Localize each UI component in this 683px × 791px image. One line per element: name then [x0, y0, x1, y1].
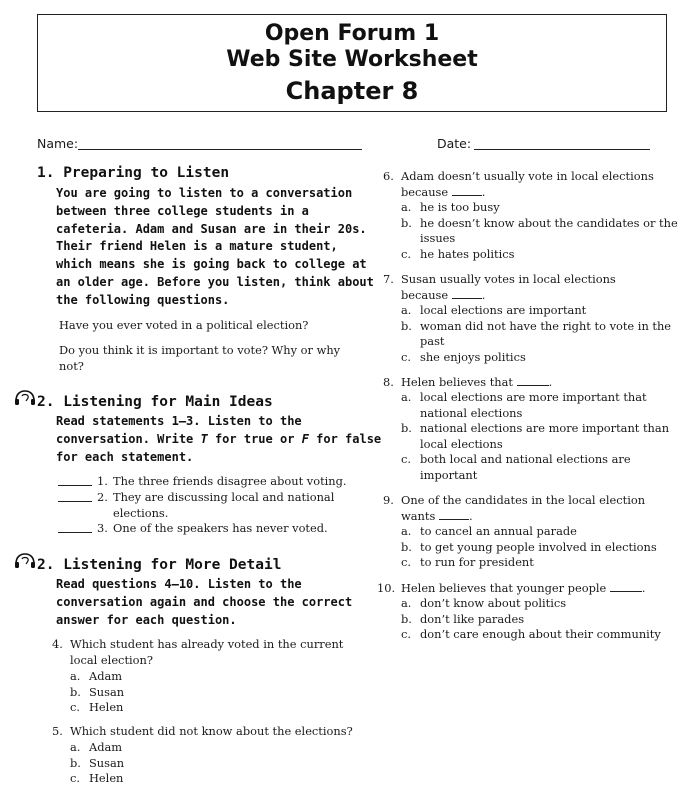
option[interactable]: c. he hates politics: [401, 246, 515, 261]
instruction-line: You are going to listen to a conversation: [56, 186, 353, 200]
section-instructions: [56, 185, 374, 310]
instruction-line: answer for each question.: [56, 612, 237, 627]
question-line: Do you think it is important to vote? Why or why: [59, 343, 341, 357]
options-list: [70, 740, 124, 787]
options-list: [401, 596, 661, 643]
option[interactable]: b. don’t like parades: [401, 611, 525, 626]
question-6: 6. Adam doesn’t usually vote in local elections because .: [383, 169, 654, 199]
section-instructions: [56, 576, 352, 629]
instruction-line: an older age. Before you listen, think about: [56, 274, 374, 289]
question-7: 7. Susan usually votes in local elections because .: [383, 272, 616, 302]
name-field[interactable]: [78, 149, 362, 150]
instruction-line: Read questions 4–10. Listen to the: [56, 577, 302, 591]
option[interactable]: a. to cancel an annual parade: [401, 524, 577, 538]
worksheet-header: [37, 14, 667, 112]
headphones-icon: [14, 390, 36, 406]
options-list: [401, 390, 669, 483]
option[interactable]: a. local elections are important: [401, 303, 587, 317]
chapter-title: Chapter 8: [285, 77, 419, 105]
option[interactable]: b. to get young people involved in elections: [401, 539, 657, 554]
section-instructions: [56, 413, 381, 466]
section-title: 2. Listening for Main Ideas: [37, 394, 273, 410]
option[interactable]: a. don’t know about politics: [401, 596, 567, 610]
option[interactable]: a. he is too busy: [401, 200, 500, 214]
question-10: 10. Helen believes that younger people .: [377, 581, 646, 595]
instruction-line: conversation again and choose the correct: [56, 594, 353, 609]
statement: 1. The three friends disagree about voting.: [97, 474, 347, 488]
course-title: Open Forum 1: [264, 21, 440, 46]
instruction-line: which means she is going back to college at: [56, 257, 367, 272]
name-label: Name:: [37, 136, 79, 151]
options-list: [401, 303, 671, 365]
instruction-line: for each statement.: [56, 449, 194, 464]
option[interactable]: b. Susan: [70, 755, 125, 770]
statement: 2. They are discussing local and national elections.: [97, 490, 335, 520]
headphones-icon: [14, 553, 36, 569]
answer-blank[interactable]: [439, 519, 469, 520]
date-label: Date:: [437, 136, 472, 151]
section-title: 1. Preparing to Listen: [37, 165, 230, 181]
option[interactable]: c. Helen: [70, 771, 124, 785]
worksheet-title: Web Site Worksheet: [226, 47, 478, 72]
question-9: 9. One of the candidates in the local election wants .: [383, 493, 646, 523]
option[interactable]: c. don’t care enough about their community: [401, 627, 661, 641]
instruction-line: the following questions.: [56, 292, 230, 307]
option[interactable]: a. local elections are more important that national elections: [401, 390, 647, 420]
question-5: 5. Which student did not know about the elections?: [52, 724, 353, 738]
answer-blank[interactable]: [452, 195, 482, 196]
answer-blank[interactable]: [58, 485, 92, 486]
instruction-line: Their friend Helen is a mature student,: [56, 239, 338, 254]
option[interactable]: b. woman did not have the right to vote in the past: [401, 318, 672, 348]
option[interactable]: b. he doesn’t know about the candidates or the issues: [401, 215, 678, 245]
option[interactable]: a. Adam: [70, 669, 123, 683]
instruction-line: Read statements 1–3. Listen to the: [56, 414, 302, 428]
discussion-question: Have you ever voted in a political election?: [59, 318, 309, 332]
answer-blank[interactable]: [517, 385, 549, 386]
date-field[interactable]: [474, 149, 650, 150]
option[interactable]: c. both local and national elections are important: [401, 452, 631, 482]
option[interactable]: c. Helen: [70, 700, 124, 714]
answer-blank[interactable]: [452, 298, 482, 299]
instruction-line: conversation. Write T for true or F for false: [56, 431, 382, 446]
option[interactable]: a. Adam: [70, 740, 123, 754]
section-title: 2. Listening for More Detail: [37, 557, 282, 573]
discussion-question: [59, 342, 340, 374]
option[interactable]: c. she enjoys politics: [401, 349, 526, 364]
statement: 3. One of the speakers has never voted.: [97, 521, 328, 535]
answer-blank[interactable]: [58, 532, 92, 533]
question-line: not?: [59, 359, 84, 373]
options-list: [401, 200, 678, 262]
options-list: [401, 524, 657, 571]
instruction-line: between three college students in a: [56, 203, 309, 218]
option[interactable]: b. national elections are more important than local elections: [401, 421, 670, 451]
option[interactable]: b. Susan: [70, 684, 125, 699]
answer-blank[interactable]: [610, 591, 642, 592]
question-8: 8. Helen believes that .: [383, 375, 553, 389]
option[interactable]: c. to run for president: [401, 555, 534, 569]
question-4: 4. Which student has already voted in the current local election?: [52, 637, 344, 667]
answer-blank[interactable]: [58, 501, 92, 502]
instruction-line: cafeteria. Adam and Susan are in their 20s.: [56, 221, 367, 236]
options-list: [70, 669, 124, 716]
